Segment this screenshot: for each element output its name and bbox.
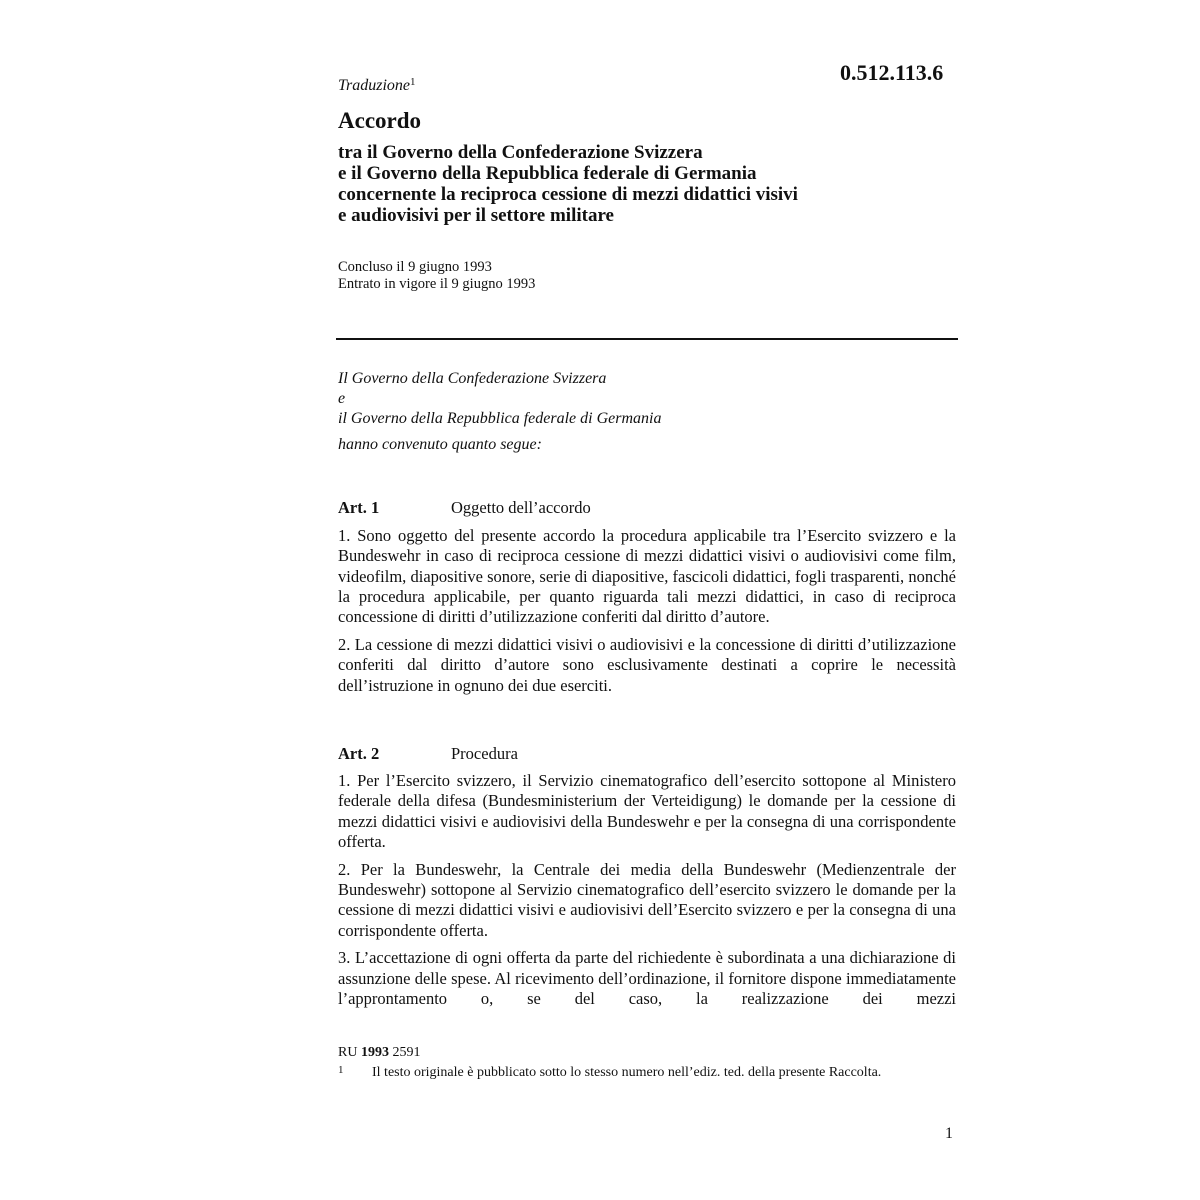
- document-subtitle: [338, 142, 798, 226]
- preamble-closing: hanno convenuto quanto segue:: [338, 436, 542, 453]
- article-paragraph: 1. Sono oggetto del presente accordo la procedura applicabile tra l’Esercito svizzero e la Bundeswehr in caso di reciproca cessione di mezzi didattici visivi o audiovisivi come film, videofilm, diapositive sonore, serie di diapositive, fascicoli didattici, fogli trasparenti, nonché la procedura applicabile, per quanto riguarda tali mezzi didattici, in caso di reciproca concessione di diritti d’utilizzazione conferiti dal diritto d’autore.: [338, 526, 956, 627]
- subtitle-line: e il Governo della Repubblica federale di Germania: [338, 163, 757, 184]
- ru-page: 2591: [392, 1045, 421, 1060]
- article-title: Oggetto dell’accordo: [451, 498, 591, 517]
- article-2-body: [338, 771, 956, 1017]
- article-title: Procedura: [451, 744, 518, 763]
- article-2-heading: [338, 744, 518, 764]
- preamble-line: il Governo della Repubblica federale di Germania: [338, 410, 662, 427]
- document-title: Accordo: [338, 108, 422, 133]
- section-divider: [336, 338, 958, 340]
- translation-text: Traduzione: [338, 77, 411, 94]
- article-1-heading: [338, 498, 591, 518]
- sr-number: 0.512.113.6: [840, 60, 944, 85]
- article-number: Art. 2: [338, 744, 380, 763]
- footnote-text: Il testo originale è pubblicato sotto lo stesso numero nell’ediz. ted. della presente Raccolta.: [372, 1065, 882, 1080]
- footnote-mark: 1: [338, 1064, 344, 1076]
- article-paragraph: 3. L’accettazione di ogni offerta da parte del richiedente è subordinata a una dichiarazione di assunzione delle spese. Al ricevimento dell’ordinazione, il fornitore dispone immediatamente l’approntamento o, se del caso, la realizzazione dei mezzi: [338, 948, 956, 1008]
- page-number: 1: [945, 1125, 953, 1142]
- ru-year: 1993: [360, 1045, 389, 1060]
- subtitle-line: e audiovisivi per il settore militare: [338, 205, 614, 226]
- article-paragraph: 1. Per l’Esercito svizzero, il Servizio cinematografico dell’esercito sottopone al Ministero federale della difesa (Bundesministerium der Verteidigung) le domande per la cessione di mezzi didattici visivi e audiovisivi della Bundeswehr e per la consegna di una corrispondente offerta.: [338, 771, 956, 851]
- concluded-date: Concluso il 9 giugno 1993: [338, 259, 492, 275]
- dates-block: [338, 259, 535, 292]
- preamble-line: Il Governo della Confederazione Svizzera: [338, 370, 607, 387]
- official-compilation-reference: [338, 1045, 420, 1061]
- entry-into-force-date: Entrato in vigore il 9 giugno 1993: [338, 275, 536, 292]
- preamble-line: e: [338, 390, 346, 407]
- translation-label: [338, 76, 416, 95]
- ru-prefix: RU: [338, 1045, 358, 1060]
- preamble: [338, 369, 661, 455]
- article-1-body: [338, 526, 956, 703]
- article-paragraph: 2. La cessione di mezzi didattici visivi o audiovisivi e la concessione di diritti d’utilizzazione conferiti dal diritto d’autore sono esclusivamente destinati a coprire le necessità dell’istruzione in ognuno dei due eserciti.: [338, 634, 956, 695]
- subtitle-line: concernente la reciproca cessione di mezzi didattici visivi: [338, 184, 798, 205]
- article-paragraph: 2. Per la Bundeswehr, la Centrale dei media della Bundeswehr (Medienzentrale der Bundeswehr) sottopone al Servizio cinematografico dell’esercito svizzero le domande per la cessione di mezzi didattici visivi e audiovisivi dell’Esercito svizzero e per la consegna di una corrispondente offerta.: [338, 859, 956, 940]
- subtitle-line: tra il Governo della Confederazione Svizzera: [338, 142, 703, 163]
- article-number: Art. 1: [338, 498, 380, 517]
- footnote: [338, 1064, 918, 1081]
- footnote-ref[interactable]: 1: [410, 76, 416, 88]
